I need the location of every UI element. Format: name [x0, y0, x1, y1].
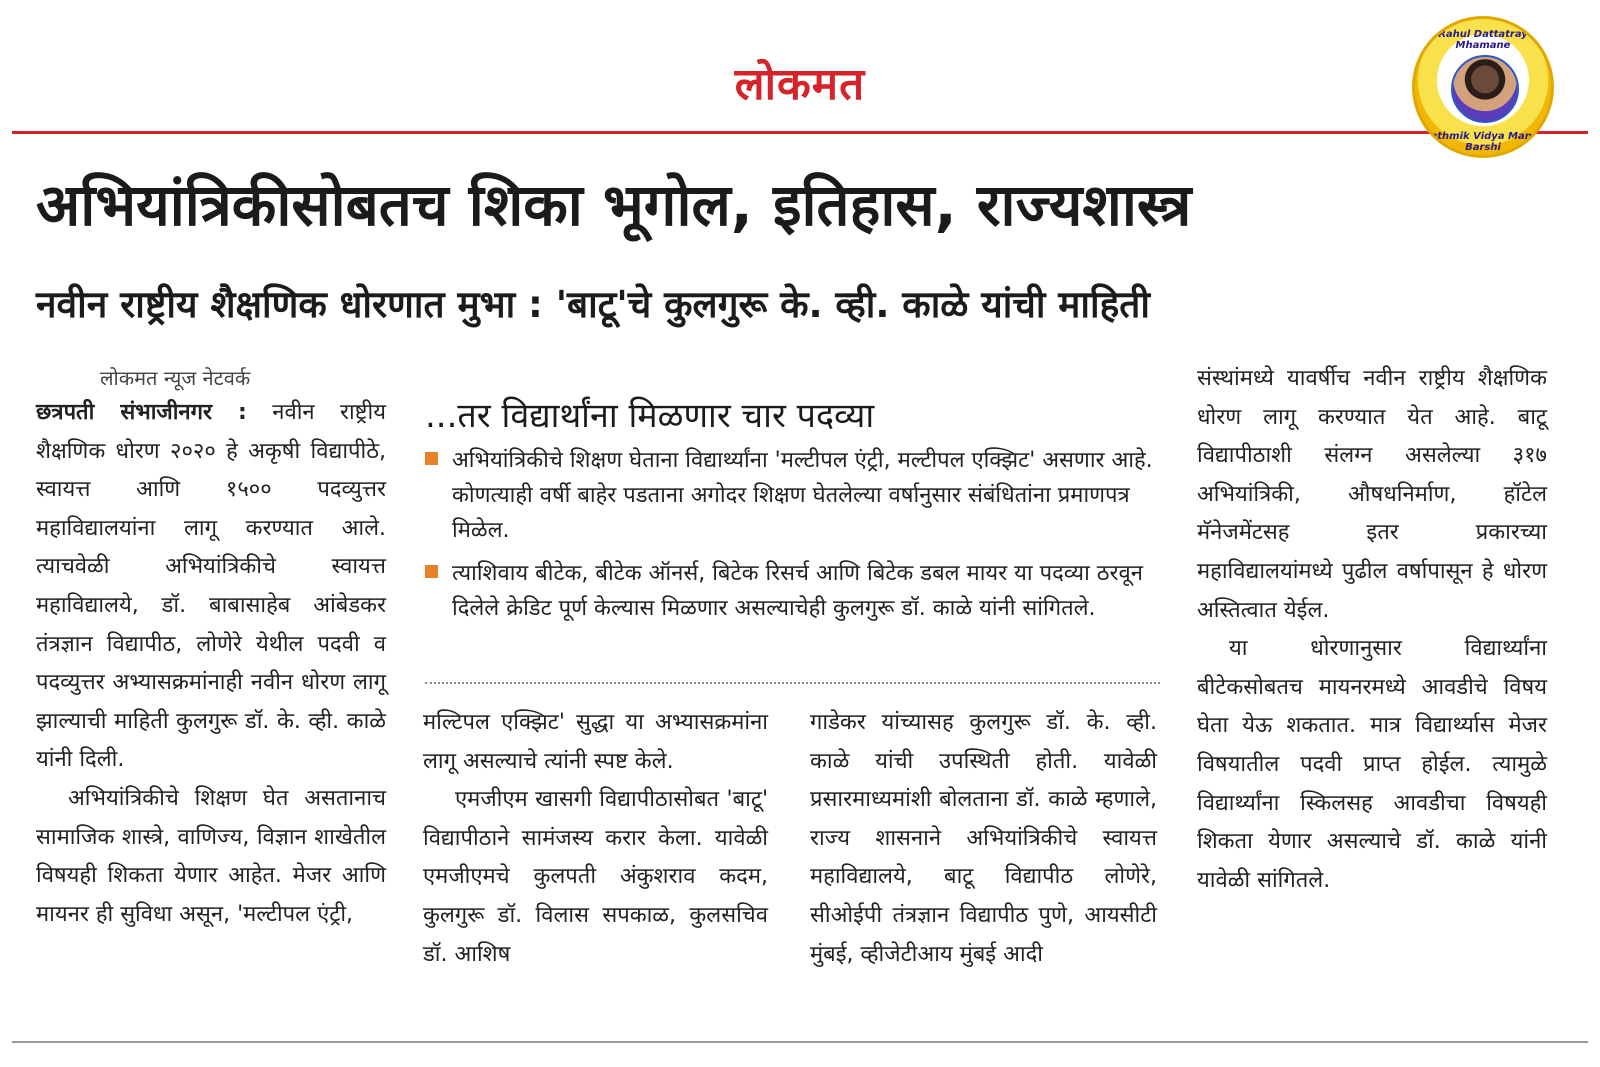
- article-column-2: [423, 704, 768, 974]
- article-paragraph: या धोरणानुसार विद्यार्थ्यांना बीटेकसोबतच मायनरमध्ये आवडीचे विषय घेता येऊ शकतात. मात्र विद्यार्थ्यास मेजर विषयातील पदवी प्राप्त होईल. त्यामुळे विद्यार्थ्यांना स्किलसह आवडीचा विषयही शिकता येणार असल्याचे डॉ. काळे यांनी यावेळी सांगितले.: [1197, 636, 1547, 893]
- box-title: ...तर विद्यार्थांना मिळणार चार पदव्या: [425, 396, 875, 436]
- article-paragraph: [36, 394, 386, 780]
- bullet-text: अभियांत्रिकीचे शिक्षण घेताना विद्यार्थ्यांना 'मल्टीपल एंट्री, मल्टीपल एक्झिट' असणार आहे. कोणत्याही वर्षी बाहेर पडताना अगोदर शिक्षण घेतलेल्या वर्षानुसार संबंधितांना प्रमाणपत्र मिळेल.: [452, 448, 1153, 543]
- newspaper-logo: लोकमत: [734, 59, 866, 110]
- subheadline: नवीन राष्ट्रीय शैक्षणिक धोरणात मुभा : 'बाटू'चे कुलगुरू के. व्ही. काळे यांची माहिती: [36, 283, 1150, 326]
- badge-photo: [1451, 55, 1519, 123]
- article-paragraph: एमजीएम खासगी विद्यापीठासोबत 'बाटू' विद्यापीठाने सामंजस्य करार केला. यावेळी एमजीएमचे कुलपती अंकुशराव कदम, कुलगुरू डॉ. विलास सपकाळ, कुलसचिव डॉ. आशिष: [423, 787, 768, 967]
- box-bullet-1: [425, 443, 1155, 548]
- box-bullet-2: [425, 556, 1155, 626]
- article-paragraph: अभियांत्रिकीचे शिक्षण घेत असतानाच सामाजिक शास्त्रे, वाणिज्य, विज्ञान शाखेतील विषयही शिकता येणार आहेत. मेजर आणि मायनर ही सुविधा असून, 'मल्टीपल एंट्री,: [36, 785, 386, 927]
- bullet-square-icon: [425, 565, 438, 578]
- bullet-text: त्याशिवाय बीटेक, बीटेक ऑनर्स, बिटेक रिसर्च आणि बिटेक डबल मायर या पदव्या ठरवून दिलेले क्रेडिट पूर्ण केल्यास मिळणार असल्याचेही कुलगुरू डॉ. काळे यांनी सांगितले.: [452, 561, 1143, 621]
- byline: लोकमत न्यूज नेटवर्क: [100, 366, 251, 390]
- badge-school-text: Prathmik Vidya Mandir Barshi: [1418, 131, 1548, 153]
- bullet-square-icon: [425, 452, 438, 465]
- bottom-divider: [12, 1041, 1588, 1043]
- article-paragraph: संस्थांमध्ये यावर्षीच नवीन राष्ट्रीय शैक्षणिक धोरण लागू करण्यात येत आहे. बाटू विद्यापीठाशी संलग्न असलेल्या ३१७ अभियांत्रिकी, औषधनिर्माण, हॉटेल मॅनेजमेंटसह इतर प्रकारच्या महाविद्यालयांमध्ये पुढील वर्षापासून हे धोरण अस्तित्वात येईल.: [1197, 366, 1547, 623]
- article-paragraph: गाडेकर यांच्यासह कुलगुरू डॉ. के. व्ही. काळे यांची उपस्थिती होती. यावेळी प्रसारमाध्यमांशी बोलताना डॉ. काळे म्हणाले, राज्य शासनाने अभियांत्रिकीचे स्वायत्त महाविद्यालये, बाटू विद्यापीठ लोणेरे, सीओईपी तंत्रज्ञान विद्यापीठ पुणे, आयसीटी मुंबई, व्हीजेटीआय मुंबई आदी: [810, 710, 1157, 967]
- box-divider: [425, 682, 1160, 684]
- article-paragraph: मल्टिपल एक्झिट' सुद्धा या अभ्यासक्रमांना लागू असल्याचे त्यांनी स्पष्ट केले.: [423, 710, 768, 774]
- profile-badge: [1412, 16, 1554, 158]
- dateline: छत्रपती संभाजीनगर :: [36, 400, 247, 425]
- headline: अभियांत्रिकीसोबतच शिका भूगोल, इतिहास, राज्यशास्त्र: [36, 171, 1192, 239]
- article-column-1: [36, 362, 386, 934]
- paragraph-text: नवीन राष्ट्रीय शैक्षणिक धोरण २०२० हे अकृषी विद्यापीठे, स्वायत्त आणि १५०० पदव्युत्तर महाविद्यालयांना लागू करण्यात आले. त्याचवेळी अभियांत्रिकीचे स्वायत्त महाविद्यालये, डॉ. बाबासाहेब आंबेडकर तंत्रज्ञान विद्यापीठ, लोणेरे येथील पदवी व पदव्युत्तर अभ्यासक्रमांनाही नवीन धोरण लागू झाल्याची माहिती कुलगुरू डॉ. के. व्ही. काळे यांनी दिली.: [36, 400, 386, 773]
- masthead-divider: [12, 131, 1588, 134]
- article-column-4: [1197, 360, 1547, 900]
- badge-name-text: Rahul Dattatray Mhamane: [1438, 29, 1528, 51]
- article-column-3: [810, 704, 1157, 974]
